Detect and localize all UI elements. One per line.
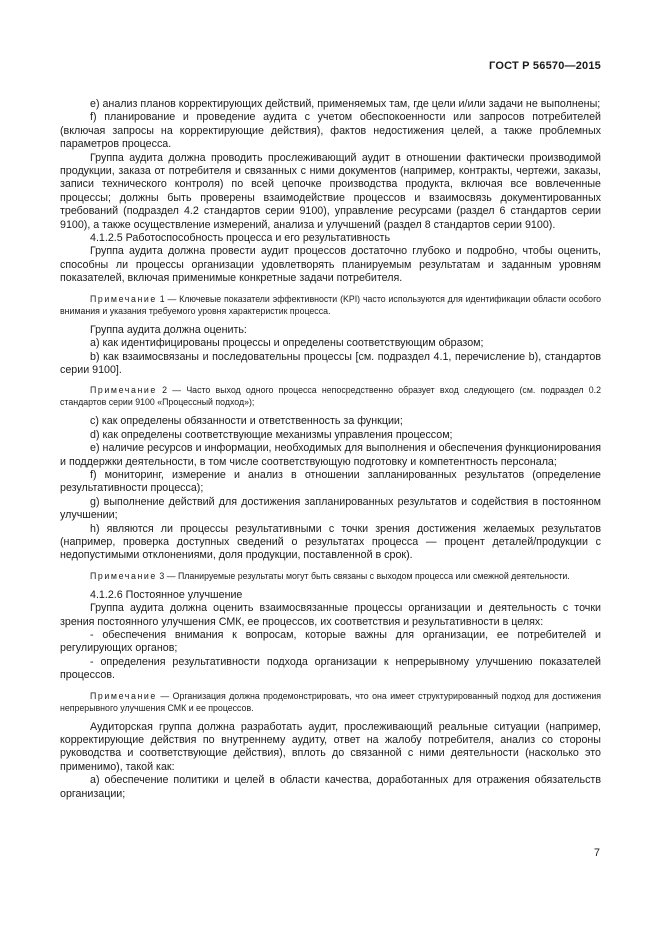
paragraph: Группа аудита должна оценить взаимосвязанные процессы организации и деятельность с точки зрения постоянного улучшения СМК, ее процессов, их соответствия и результативности в целях:: [60, 602, 601, 628]
list-item: b) как взаимосвязаны и последовательны процессы [см. подраздел 4.1, перечисление b), стандартов серии 9100].: [60, 350, 601, 376]
list-item: с) как определены обязанности и ответственность за функции;: [90, 415, 403, 428]
note-text: 3 — Планируемые результаты могут быть связаны с выходом процесса или смежной деятельности.: [156, 570, 570, 581]
note-label: Примечание: [90, 690, 157, 701]
note-label: Примечание: [90, 570, 157, 581]
page-number: 7: [593, 847, 600, 859]
paragraph: Группа аудита должна оценить:: [90, 323, 247, 336]
paragraph: Группа аудита должна проводить прослеживающий аудит в отношении фактически производимой продукции, заказа от потребителя и связанных с ними документов (например, контракты, чертежи, заказы, записи технического контроля) по всей цепочке производства продукта, включая все вовлеченные процессы; должны быть проверены взаимодействие процессов и взаимосвязь документированных требований (подраздел 4.2 стандартов серии 9100), управление ресурсами (раздел 6 стандартов серии 9100), а также осуществление измерений, анализа и улучшений (раздел 8 стандартов серии 9100).: [60, 151, 601, 231]
list-item: f) мониторинг, измерение и анализ в отношении запланированных результатов (определение результативности процесса);: [60, 468, 601, 495]
note-text: 2 — Часто выход одного процесса непосредственно образует вход следующего (см. подраздел 0.2 стандартов серии 9100 «Процессный подход»);: [60, 385, 601, 408]
paragraph: Группа аудита должна провести аудит процессов достаточно глубоко и подробно, чтобы оценить, способны ли процессы организации удовлетворять планируемым результатам и заданным уровням показателей, включая применимые конкретные задачи потребителя.: [60, 245, 601, 285]
note-label: Примечание: [90, 293, 157, 304]
paragraph: f) планирование и проведение аудита с учетом обеспокоенности или запросов потребителей (включая запросы на корректирующие действия), фактов недостижения целей, а также проблемных параметров процесса.: [60, 111, 601, 151]
list-item: е) наличие ресурсов и информации, необходимых для выполнения и обеспечения функционирования и поддержки деятельности, в том числе соответствующую подготовку и компетентность персонала;: [60, 442, 601, 468]
list-item: h) являются ли процессы результативными с точки зрения достижения желаемых результатов (например, проверка доступных сведений о результатах процесса — процент деталей/продукции с недопустимыми отклонениями, доля продукции, поставленной в срок).: [60, 522, 601, 562]
document-code: ГОСТ Р 56570—2015: [489, 60, 601, 72]
list-item: d) как определены соответствующие механизмы управления процессом;: [90, 428, 453, 441]
note-label: Примечание: [90, 385, 157, 396]
note: [60, 690, 601, 714]
dash-item: - обеспечения внимания к вопросам, которые важны для организации, ее потребителей и регулирующих органов;: [60, 629, 601, 655]
note: [60, 293, 601, 317]
section-heading: 4.1.2.5 Работоспособность процесса и его результативность: [90, 232, 391, 245]
section-heading: 4.1.2.6 Постоянное улучшение: [90, 588, 243, 601]
list-item: g) выполнение действий для достижения запланированных результатов и содействия в постоянном улучшении;: [60, 495, 601, 522]
note: [60, 570, 601, 582]
dash-item: - определения результативности подхода организации к непрерывному улучшению показателей процессов.: [60, 655, 601, 682]
note: [60, 384, 601, 408]
list-item: а) обеспечение политики и целей в области качества, доработанных для отражения обязательств организации;: [60, 774, 601, 800]
note-text: 1 — Ключевые показатели эффективности (KPI) часто используются для идентификации области особого внимания и указания требуемого уровня характеристик процесса.: [60, 293, 601, 316]
paragraph: Аудиторская группа должна разработать аудит, прослеживающий реальные ситуации (например, корректирующие действия по внутреннему аудиту, ответ на жалобу потребителя, анализ со стороны руководства и соответствующие действия), вплоть до связанной с ними деятельности (насколько это применимо), такой как:: [60, 720, 601, 773]
paragraph: e) анализ планов корректирующих действий, применяемых там, где цели и/или задачи не выполнены;: [90, 98, 601, 110]
list-item: а) как идентифицированы процессы и определены соответствующим образом;: [90, 337, 484, 350]
document-body: [60, 98, 601, 801]
note-text: — Организация должна продемонстрировать, что она имеет структурированный подход для достижения непрерывного улучшения СМК и ее процессов.: [60, 690, 601, 713]
